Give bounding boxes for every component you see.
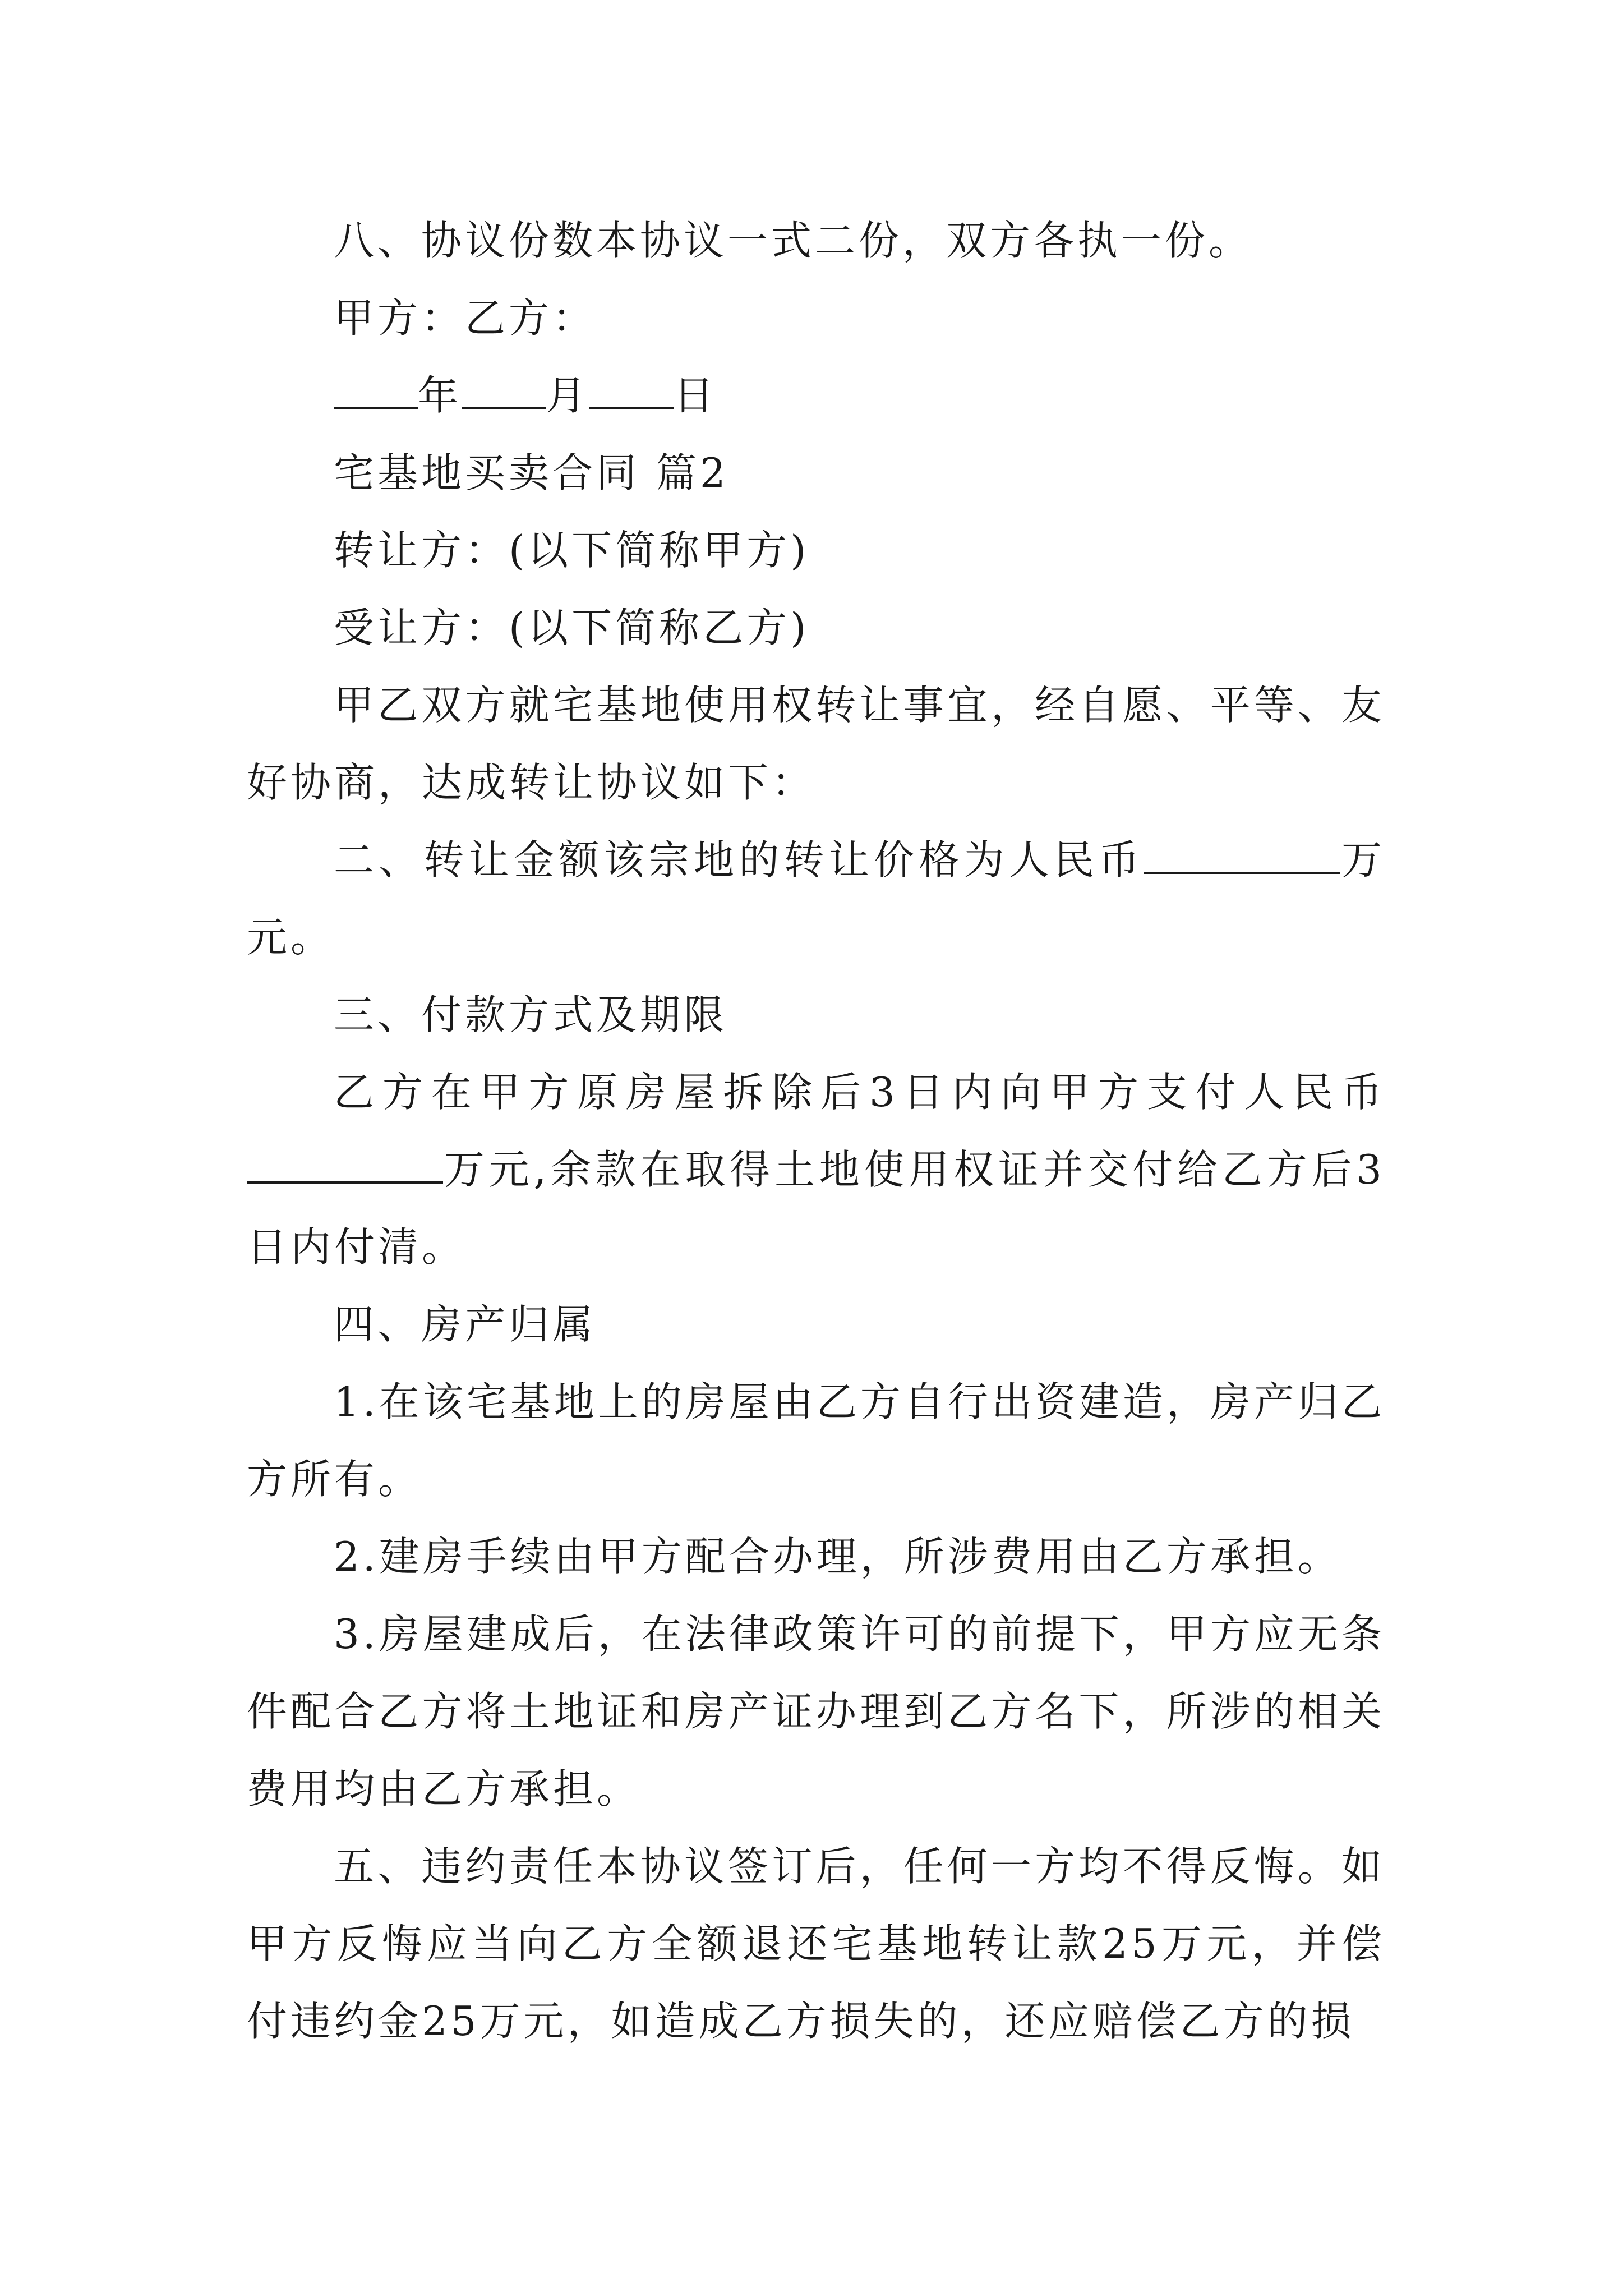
- paragraph-breach: 五、违约责任本协议签订后，任何一方均不得反悔。如甲方反悔应当向乙方全额退还宅基地转让款25万元，并偿付违约金25万元，如造成乙方损失的，还应赔偿乙方的损: [247, 1843, 1385, 2045]
- payment-text-before: 乙方在甲方原房屋拆除后3日内向甲方支付人民币: [334, 1069, 1385, 1116]
- paragraph-payment: [247, 1053, 1385, 1286]
- day-blank: [589, 372, 674, 409]
- paragraph-transferor: 转让方：(以下简称甲方): [334, 527, 810, 574]
- section-heading: 宅基地买卖合同 篇2: [334, 449, 729, 496]
- amount-text-after: 万元。: [247, 836, 1385, 961]
- paragraph-ownership-2: 2.建房手续由甲方配合办理，所涉费用由乙方承担。: [334, 1533, 1341, 1580]
- year-label: 年: [418, 372, 462, 419]
- amount-blank: [1144, 837, 1340, 874]
- paragraph-intro: 甲乙双方就宅基地使用权转让事宜，经自愿、平等、友好协商，达成转让协议如下：: [247, 682, 1385, 806]
- paragraph-transferee: 受让方：(以下简称乙方): [334, 604, 810, 651]
- paragraph-ownership-3: 3.房屋建成后，在法律政策许可的前提下，甲方应无条件配合乙方将土地证和房产证办理到乙方名下，所涉的相关费用均由乙方承担。: [247, 1611, 1385, 1812]
- paragraph-ownership-1: 1.在该宅基地上的房屋由乙方自行出资建造，房产归乙方所有。: [247, 1378, 1385, 1503]
- paragraph-signatures: 甲方：乙方：: [334, 295, 597, 342]
- month-label: 月: [546, 372, 590, 419]
- paragraph-payment-heading: 三、付款方式及期限: [334, 991, 728, 1038]
- paragraph-amount: [247, 821, 1385, 976]
- day-label: 日: [674, 372, 718, 419]
- payment-text-after: 万元,余款在取得土地使用权证并交付给乙方后3日内付清。: [247, 1146, 1385, 1271]
- payment-blank: [247, 1147, 443, 1184]
- paragraph-ownership-heading: 四、房产归属: [334, 1301, 597, 1348]
- paragraph-date: [247, 357, 1385, 434]
- month-blank: [462, 372, 546, 409]
- year-blank: [334, 372, 418, 409]
- amount-text-before: 二、转让金额该宗地的转让价格为人民币: [334, 836, 1144, 884]
- paragraph-copies: 八、协议份数本协议一式二份，双方各执一份。: [334, 217, 1253, 264]
- document-body: [247, 202, 1385, 2060]
